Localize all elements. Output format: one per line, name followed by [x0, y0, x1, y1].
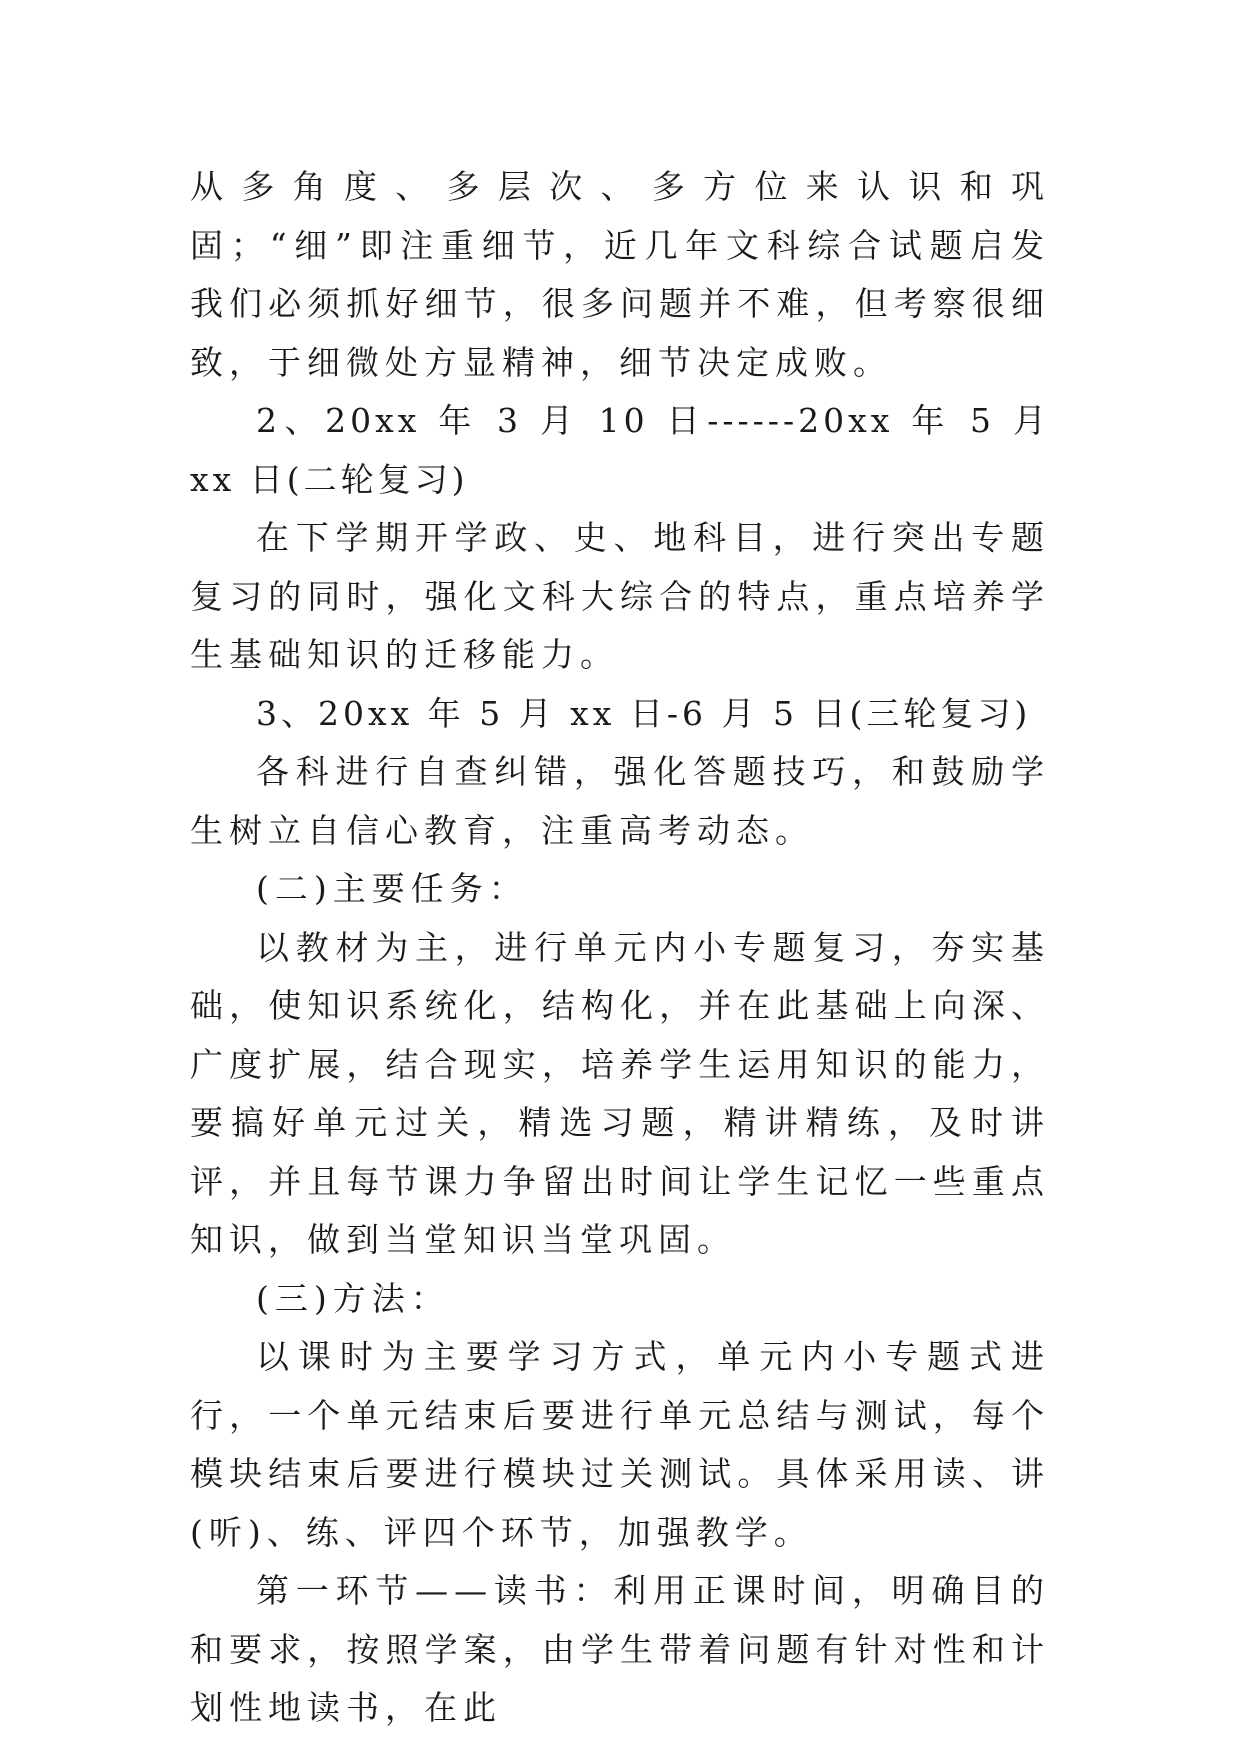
paragraph-5: 各科进行自查纠错，强化答题技巧，和鼓励学生树立自信心教育，注重高考动态。: [190, 752, 1050, 850]
paragraph-9: 以课时为主要学习方式，单元内小专题式进行，一个单元结束后要进行单元总结与测试，每个模块结束后要进行模块过关测试。具体采用读、讲(听)、练、评四个环节，加强教学。: [190, 1337, 1050, 1552]
paragraph-4-heading-third-round: 3、20xx 年 5 月 xx 日-6 月 5 日(三轮复习): [256, 693, 1032, 733]
section-heading-methods: (三)方法：: [256, 1278, 450, 1318]
paragraph-2-heading-second-round: 2、20xx 年 3 月 10 日------20xx 年 5 月 xx 日(二轮复习): [190, 401, 1050, 499]
paragraph-3: 在下学期开学政、史、地科目，进行突出专题复习的同时，强化文科大综合的特点，重点培养学生基础知识的迁移能力。: [190, 518, 1050, 674]
section-heading-main-tasks: (二)主要任务：: [256, 869, 528, 908]
document-body: [190, 158, 1050, 1738]
paragraph-10: 第一环节——读书：利用正课时间，明确目的和要求，按照学案，由学生带着问题有针对性和计划性地读书，在此: [190, 1571, 1050, 1727]
paragraph-7: 以教材为主，进行单元内小专题复习，夯实基础，使知识系统化，结构化，并在此基础上向深、广度扩展，结合现实，培养学生运用知识的能力，要搞好单元过关，精选习题，精讲精练，及时讲评，并且每节课力争留出时间让学生记忆一些重点知识，做到当堂知识当堂巩固。: [190, 927, 1050, 1259]
paragraph-1: 从多角度、多层次、多方位来认识和巩固；“细”即注重细节，近几年文科综合试题启发我们必须抓好细节，很多问题并不难，但考察很细致，于细微处方显精神，细节决定成败。: [190, 167, 1050, 382]
